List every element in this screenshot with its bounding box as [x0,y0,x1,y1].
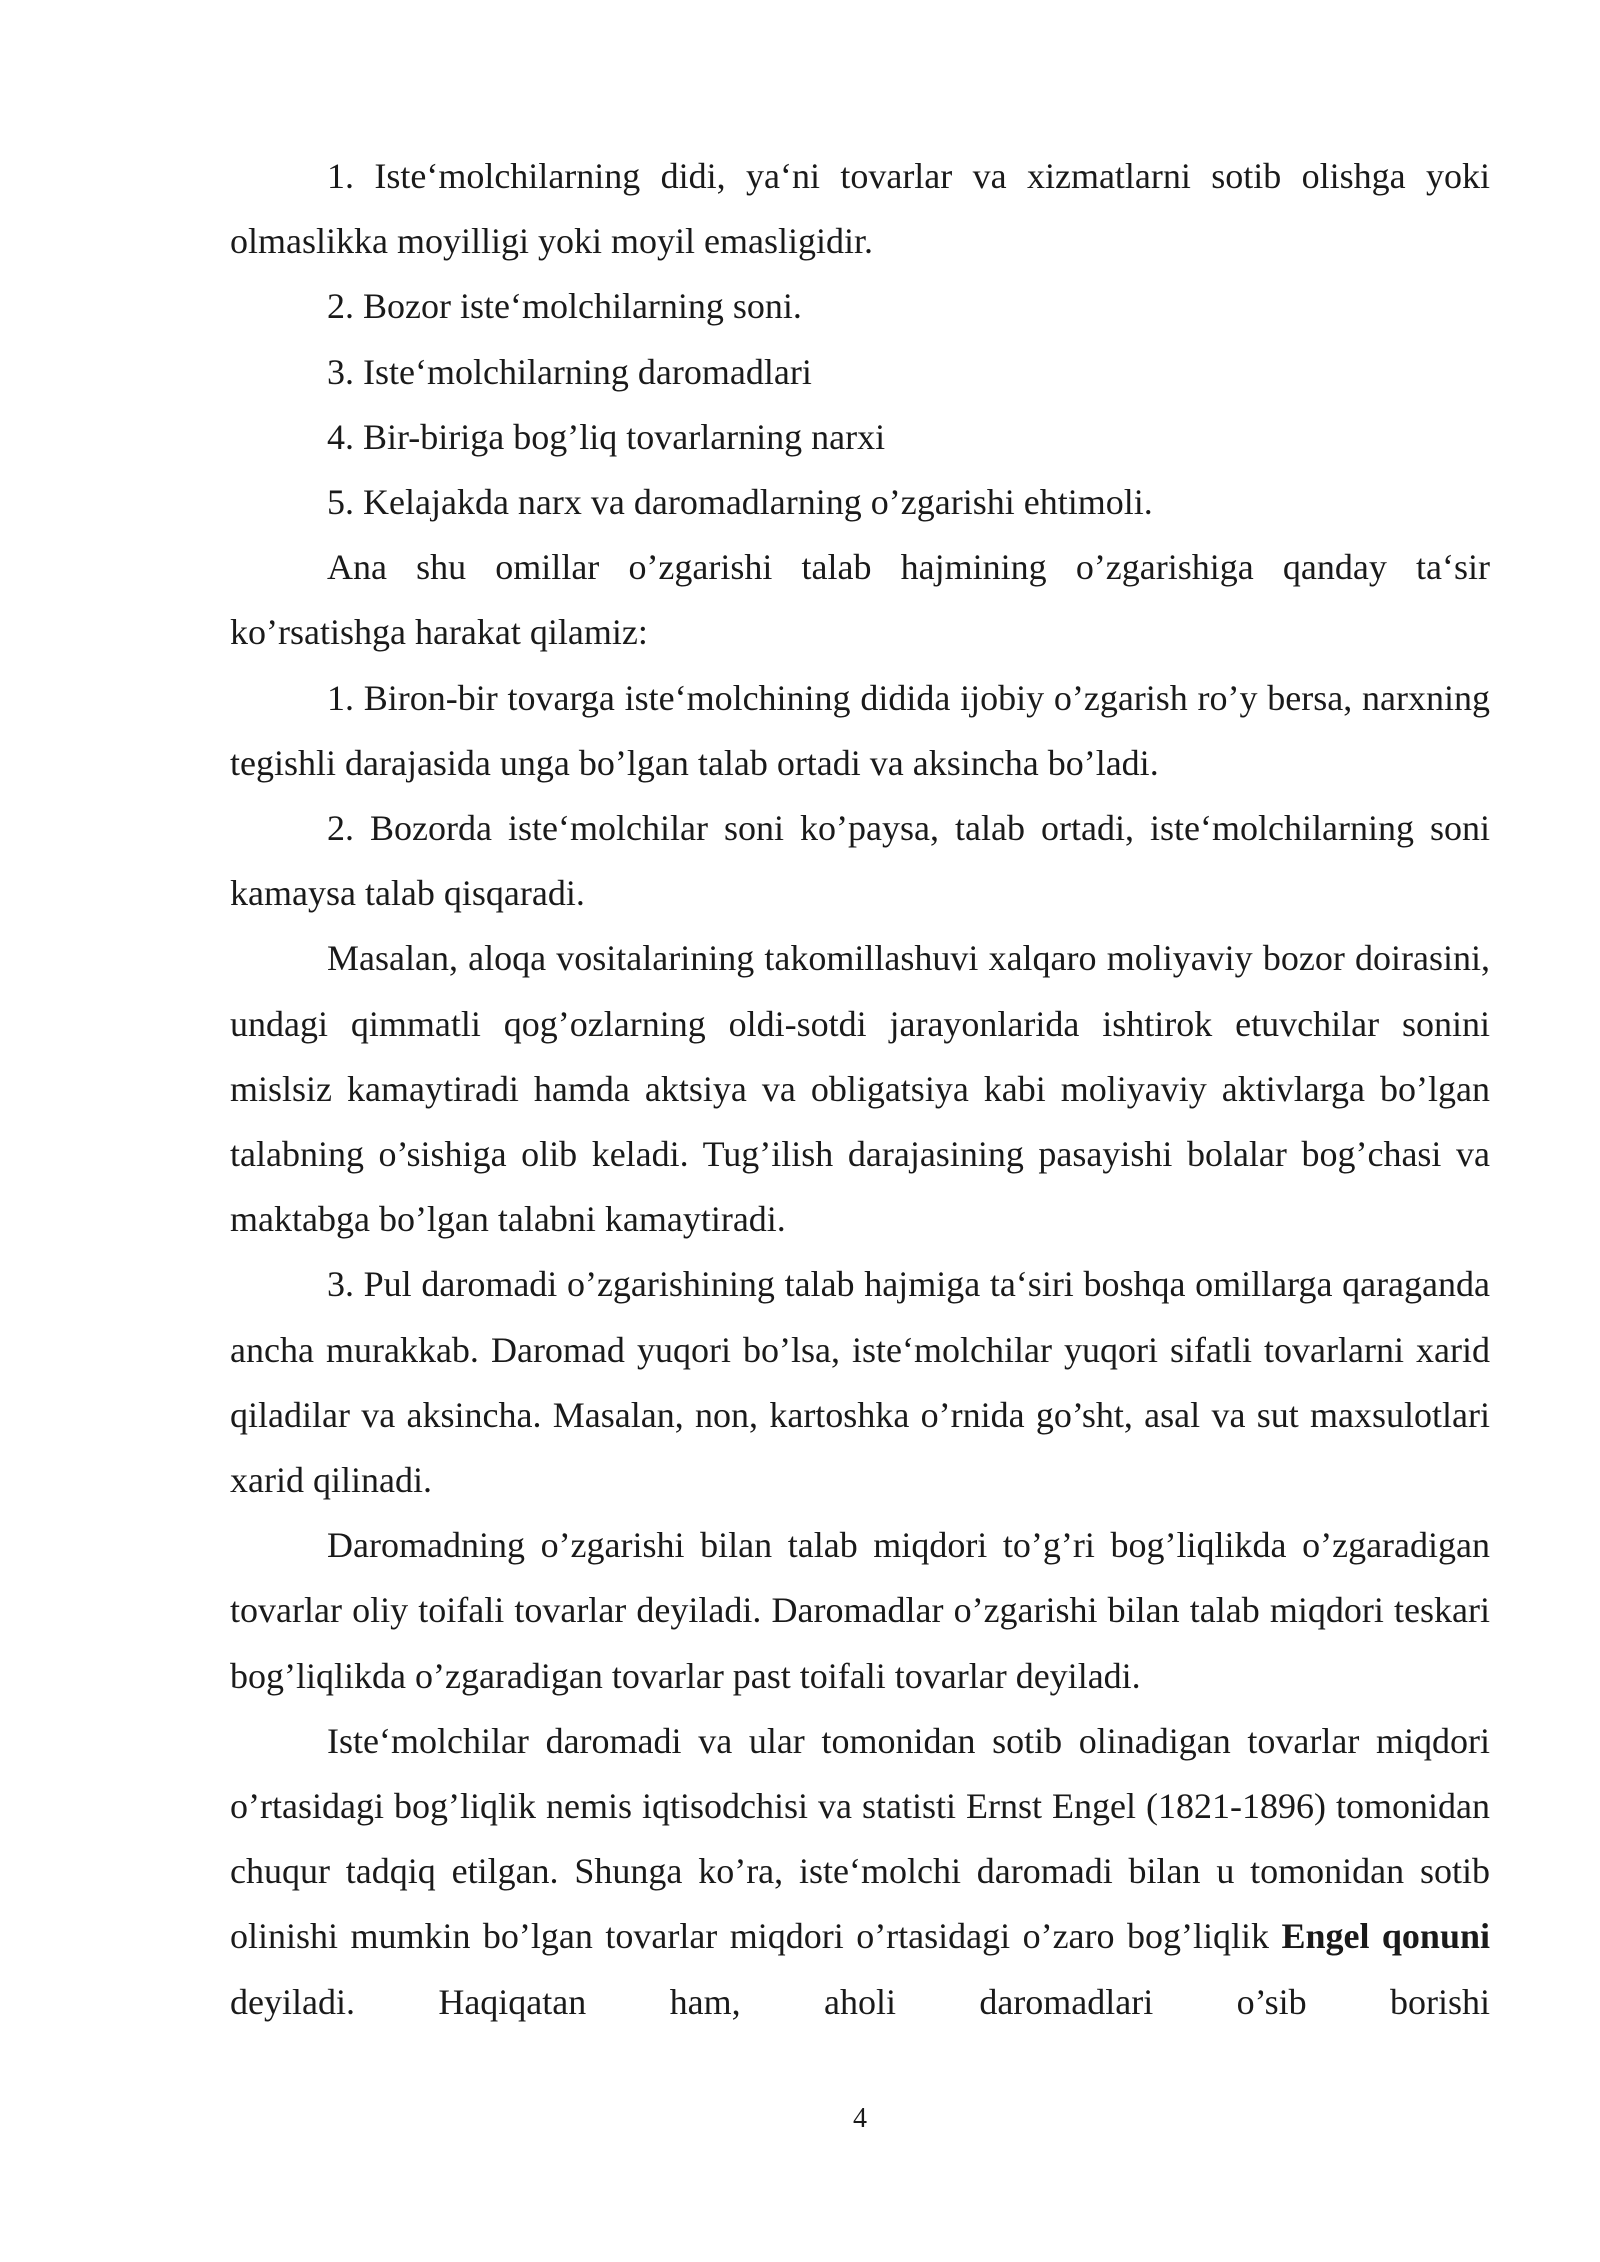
paragraph-income-goods: Daromadning o’zgarishi bilan talab miqdori to’g’ri bog’liqlikda o’zgaradigan tovarlar oliy toifali tovarlar deyiladi. Daromadlar o’zgarishi bilan talab miqdori teskari bog’liqlikda o’zgaradigan tovarlar past toifali tovarlar deyiladi. [230,1525,1490,1696]
engel-text-before: Iste‘molchilar daromadi va ular tomonidan sotib olinadigan tovarlar miqdori o’rtasidagi bog’liqlik nemis iqtisodchisi va statisti Ernst Engel (1821-1896) tomonidan chuqur tadqiq etilgan. Shunga ko’ra, iste‘molchi daromadi bilan u tomonidan sotib olinishi mumkin bo’lgan tovarlar miqdori o’rtasidagi o’zaro bog’liqlik [230,1720,1490,1957]
paragraph-item-2: 2. Bozor iste‘molchilarning soni. [327,286,802,327]
paragraph-item-3: 3. Iste‘molchilarning daromadlari [327,351,812,392]
paragraph-item-5: 5. Kelajakda narx va daromadlarning o’zgarishi ehtimoli. [327,482,1153,523]
paragraph-engel [230,1709,1490,2035]
engel-text-after: deyiladi. Haqiqatan ham, aholi daromadlari o’sib borishi [230,1981,1490,2022]
paragraph-item-4: 4. Bir-biriga bog’liq tovarlarning narxi [327,416,886,457]
page-number: 4 [853,2103,867,2134]
page-body [230,144,1490,2035]
paragraph-effect-1: 1. Biron-bir tovarga iste‘molchining didida ijobiy o’zgarish ro’y bersa, narxning tegishli darajasida unga bo’lgan talab ortadi va aksincha bo’ladi. [230,677,1490,783]
engel-law-term: Engel qonuni [1281,1916,1490,1957]
paragraph-item-1: 1. Iste‘molchilarning didi, ya‘ni tovarlar va xizmatlarni sotib olishga yoki olmaslikka moyilligi yoki moyil emasligidir. [230,156,1490,262]
paragraph-intro: Ana shu omillar o’zgarishi talab hajmining o’zgarishiga qanday ta‘sir ko’rsatishga harakat qilamiz: [230,547,1490,653]
paragraph-effect-2: 2. Bozorda iste‘molchilar soni ko’paysa, talab ortadi, iste‘molchilarning soni kamaysa talab qisqaradi. [230,808,1490,914]
paragraph-example: Masalan, aloqa vositalarining takomillashuvi xalqaro moliyaviy bozor doirasini, undagi qimmatli qog’ozlarning oldi-sotdi jarayonlarida ishtirok etuvchilar sonini mislsiz kamaytiradi hamda aktsiya va obligatsiya kabi moliyaviy aktivlarga bo’lgan talabning o’sishiga olib keladi. Tug’ilish darajasining pasayishi bolalar bog’chasi va maktabga bo’lgan talabni kamaytiradi. [230,938,1490,1240]
paragraph-effect-3: 3. Pul daromadi o’zgarishining talab hajmiga ta‘siri boshqa omillarga qaraganda ancha murakkab. Daromad yuqori bo’lsa, iste‘molchilar yuqori sifatli tovarlarni xarid qiladilar va aksincha. Masalan, non, kartoshka o’rnida go’sht, asal va sut maxsulotlari xarid qilinadi. [230,1264,1490,1501]
